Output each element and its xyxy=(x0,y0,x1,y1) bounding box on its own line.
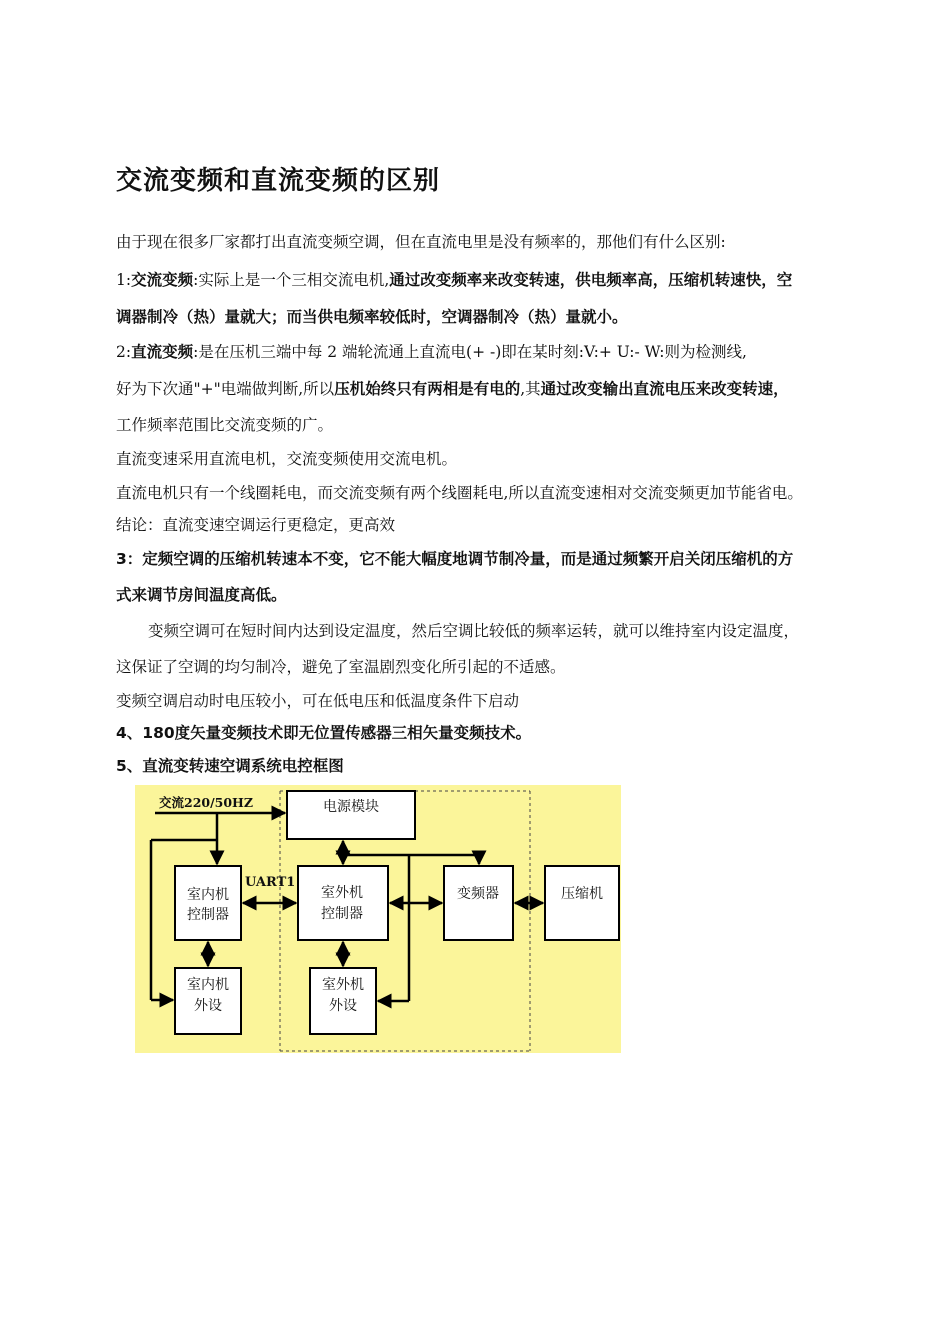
intro-paragraph: 由于现在很多厂家都打出直流变频空调，但在直流电里是没有频率的，那他们有什么区别: xyxy=(116,233,726,251)
point-1-bold-text: 通过改变频率来改变转速，供电频率高，压缩机转速快，空 xyxy=(389,271,793,289)
point-1-line-2: 调器制冷（热）量就大；而当供电频率较低时，空调器制冷（热）量就小。 xyxy=(116,308,628,326)
inverter-label: 变频器 xyxy=(457,886,499,902)
outdoor-peripheral-label-2: 外设 xyxy=(329,998,357,1014)
point-2-text-b: ,其 xyxy=(520,380,541,398)
point-2-line-2 xyxy=(116,377,789,399)
indoor-peripheral-label-1: 室内机 xyxy=(187,977,229,993)
point-1-text: :实际上是一个三相交流电机, xyxy=(193,271,390,289)
point-2-line-1 xyxy=(116,340,747,362)
outdoor-controller-box xyxy=(298,866,388,940)
compressor-box xyxy=(545,866,619,940)
indoor-peripheral-label-2: 外设 xyxy=(194,998,222,1014)
ac-input-label: 交流220/50HZ xyxy=(159,795,253,810)
point-2-bold-a: 压机始终只有两相是有电的 xyxy=(334,380,521,398)
indoor-controller-label-2: 控制器 xyxy=(187,907,229,923)
point-2-text-a: 好为下次通"+"电端做判断,所以 xyxy=(116,380,335,398)
point-2-bold-b: 通过改变输出直流电压来改变转速， xyxy=(540,380,789,398)
power-module-label: 电源模块 xyxy=(323,799,379,815)
uart-label: UART1 xyxy=(245,875,296,890)
control-block-diagram xyxy=(135,785,621,1053)
motor-paragraph: 直流变速采用直流电机，交流变频使用交流电机。 xyxy=(116,450,458,468)
point-2-number: 2: xyxy=(116,343,132,361)
coil-paragraph: 直流电机只有一个线圈耗电，而交流变频有两个线圈耗电,所以直流变速相对交流变频更加节能省电。 xyxy=(116,484,803,502)
point-1-number: 1: xyxy=(116,271,132,289)
point-2-text: :是在压机三端中每 2 端轮流通上直流电(+ -)即在某时刻:V:+ U:- W:则为检测线, xyxy=(193,343,747,361)
point-4: 4、180度矢量变频技术即无位置传感器三相矢量变频技术。 xyxy=(116,724,532,742)
point-5: 5、直流变转速空调系统电控框图 xyxy=(116,757,344,775)
page-title: 交流变频和直流变频的区别 xyxy=(116,166,441,196)
startup-paragraph: 变频空调启动时电压较小，可在低电压和低温度条件下启动 xyxy=(116,692,520,710)
point-3-line-1: 3：定频空调的压缩机转速本不变，它不能大幅度地调节制冷量，而是通过频繁开启关闭压缩机的方 xyxy=(116,550,794,568)
outdoor-controller-label-1: 室外机 xyxy=(321,885,363,901)
indoor-controller-box xyxy=(175,866,241,940)
point-1-term: 交流变频 xyxy=(131,271,194,289)
conclusion-paragraph: 结论：直流变速空调运行更稳定，更高效 xyxy=(116,516,396,534)
point-1-line-1 xyxy=(116,268,792,290)
outdoor-peripheral-label-1: 室外机 xyxy=(322,977,364,993)
indoor-controller-label-1: 室内机 xyxy=(187,887,229,903)
outdoor-controller-label-2: 控制器 xyxy=(321,906,363,922)
point-2-line-3: 工作频率范围比交流变频的广。 xyxy=(116,416,334,434)
compressor-label: 压缩机 xyxy=(561,886,603,902)
inverter-paragraph-line-2: 这保证了空调的均匀制冷，避免了室温剧烈变化所引起的不适感。 xyxy=(116,658,566,676)
point-3-line-2: 式来调节房间温度高低。 xyxy=(116,586,287,604)
point-2-term: 直流变频 xyxy=(131,343,194,361)
inverter-paragraph-line-1: 变频空调可在短时间内达到设定温度，然后空调比较低的频率运转，就可以维持室内设定温度， xyxy=(148,622,800,640)
inverter-box xyxy=(444,866,513,940)
